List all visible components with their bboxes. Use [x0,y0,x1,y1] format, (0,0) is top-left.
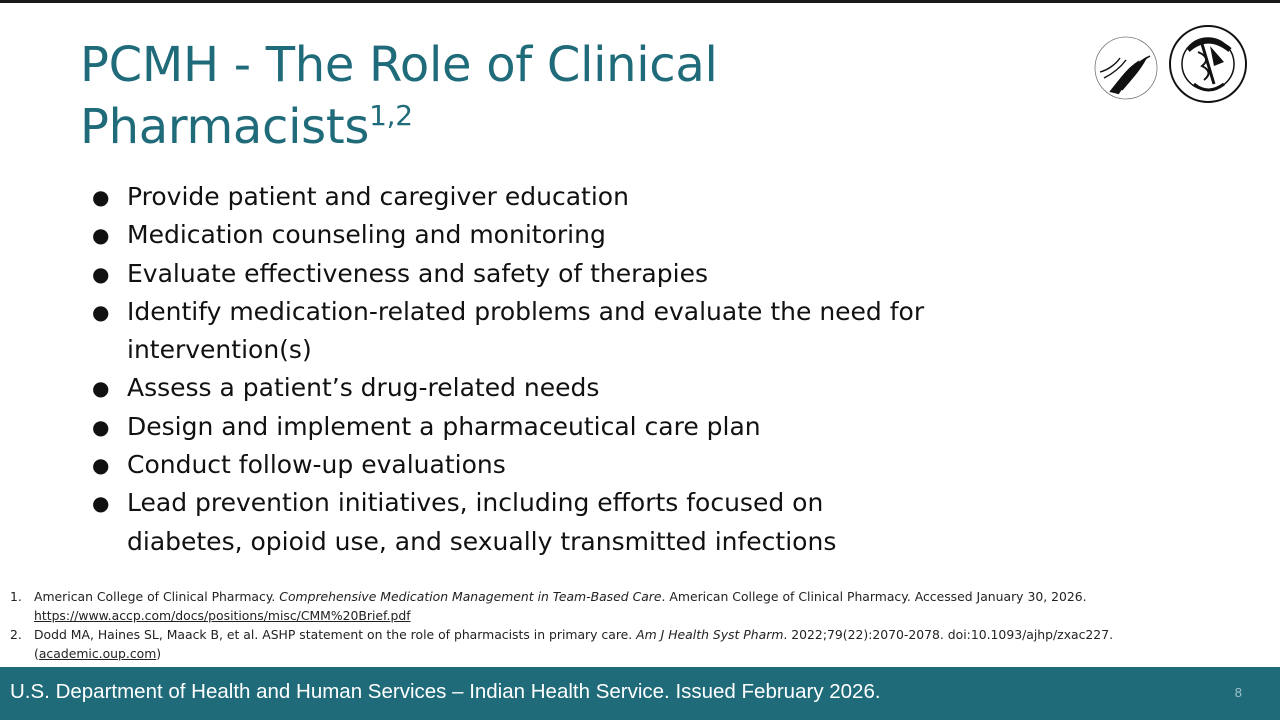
bullet-text: Conduct follow-up evaluations [127,450,506,480]
references [10,587,1260,663]
bullet-item [92,369,992,407]
footer-text: U.S. Department of Health and Human Services – Indian Health Service. Issued February 2026. [10,680,881,703]
page-number: 8 [1234,685,1242,700]
indian-health-service-logo [1090,22,1250,106]
bullet-dot-icon: ● [92,299,110,324]
bullet-dot-icon: ● [92,223,110,248]
title-citation: 1,2 [369,99,413,132]
bullet-text: Evaluate effectiveness and safety of therapies [127,258,708,288]
bullet-text: Identify medication-related problems and evaluate the need for intervention(s) [127,296,925,365]
slide-top-border [0,0,1280,3]
bullet-item [92,178,992,216]
reference-text-end: . 2022;79(22):2070-2078. doi:10.1093/ajhp/zxac227. [783,627,1114,642]
ihs-seal-icon [1170,26,1246,102]
bullet-text: Lead prevention initiatives, including efforts focused on diabetes, opioid use, and sexually transmitted infections [127,488,837,556]
bullet-dot-icon: ● [92,185,110,209]
slide-title [80,34,980,158]
reference-number: 2. [10,627,22,642]
bullet-dot-icon: ● [92,491,110,516]
reference-link[interactable]: academic.oup.com [38,646,157,661]
bullet-item [92,408,992,446]
bullet-dot-icon: ● [92,376,110,401]
bullet-item [92,446,992,484]
reference-link-prefix: ( [34,646,39,661]
slide-title-text: PCMH - The Role of Clinical Pharmacists [80,37,718,155]
bullet-item [92,216,992,254]
reference-item [10,587,1260,625]
bullet-item [92,293,967,370]
reference-italic: Am J Health Syst Pharm [636,627,784,642]
bullet-list [92,178,992,561]
reference-link-suffix: ) [156,646,162,661]
reference-number: 1. [10,589,22,604]
reference-text-end: . American College of Clinical Pharmacy. Accessed January 30, 2026. [661,589,1087,604]
bullet-dot-icon: ● [92,261,110,286]
bullet-text: Medication counseling and monitoring [127,220,606,250]
bullet-text: Provide patient and caregiver education [127,182,629,211]
reference-link[interactable]: https://www.accp.com/docs/positions/misc/CMM%20Brief.pdf [34,608,411,623]
bullet-dot-icon: ● [92,414,110,439]
reference-item [10,625,1260,663]
bullet-text: Design and implement a pharmaceutical care plan [127,411,761,441]
bullet-text: Assess a patient’s drug-related needs [127,373,600,403]
reference-text: American College of Clinical Pharmacy. [34,589,280,604]
bullet-item [92,255,992,293]
bullet-item [92,484,887,561]
footer-bar [0,667,1280,720]
bullet-dot-icon: ● [92,453,110,478]
hhs-eagle-icon [1095,37,1157,99]
reference-italic: Comprehensive Medication Management in Team-Based Care [279,589,662,604]
reference-text: Dodd MA, Haines SL, Maack B, et al. ASHP statement on the role of pharmacists in primary care. [34,627,637,642]
